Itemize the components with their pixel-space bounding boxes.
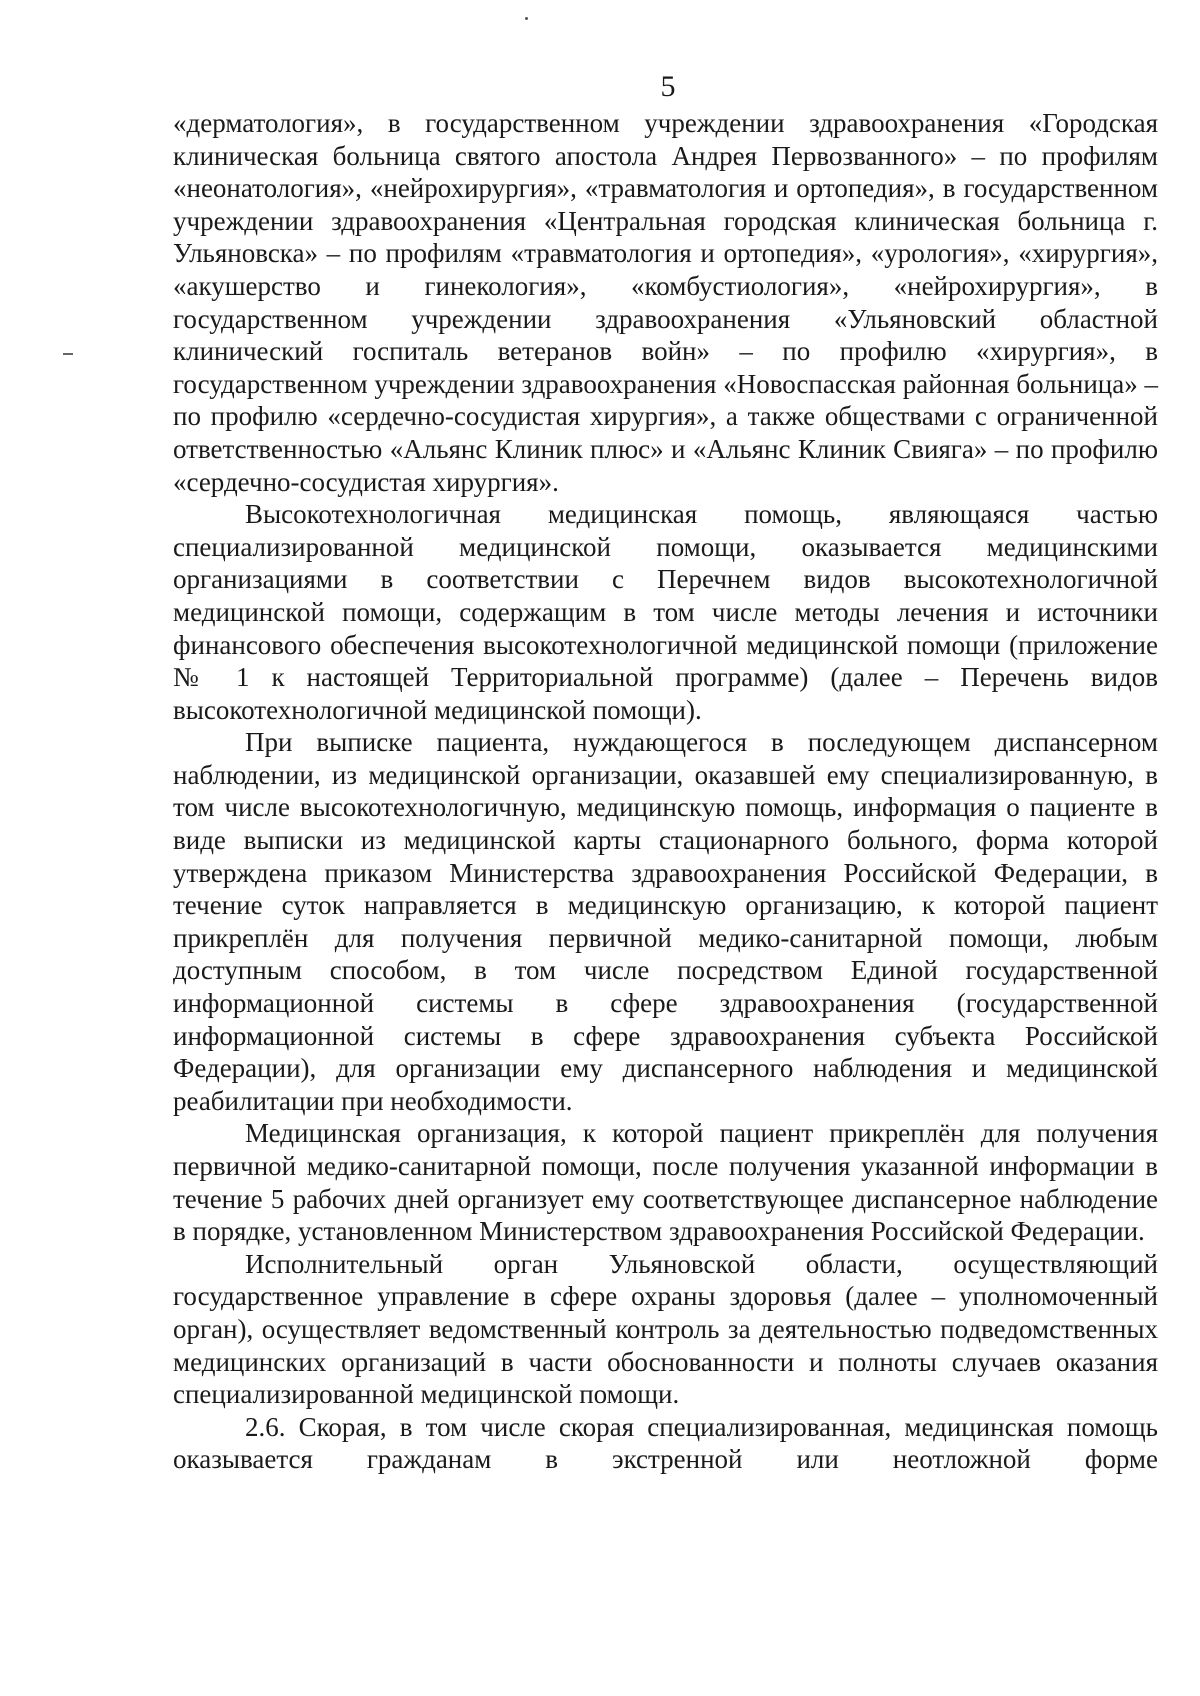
paragraph-section-2-6: 2.6. Скорая, в том числе скорая специализированная, медицинская помощь оказывается гражданам в экстренной или неотложной форме xyxy=(173,1411,1158,1475)
document-body xyxy=(173,107,1158,1476)
paragraph-dispensary-observation: Медицинская организация, к которой пациент прикреплён для получения первичной медико-санитарной помощи, после получения указанной информации в течение 5 рабочих дней организует ему соответствующее диспансерное наблюдение в порядке, установленном Министерством здравоохранения Российской Федерации. xyxy=(173,1118,1158,1247)
paragraph-patient-discharge: При выписке пациента, нуждающегося в последующем диспансерном наблюдении, из медицинской организации, оказавшей ему специализированную, в том числе высокотехнологичную, медицинскую помощь, информация о пациенте в виде выписки из медицинской карты стационарного больного, форма которой утверждена приказом Министерства здравоохранения Российской Федерации, в течение суток направляется в медицинскую организацию, к которой пациент прикреплён для получения первичной медико-санитарной помощи, любым доступным способом, в том числе посредством Единой государственной информационной системы в сфере здравоохранения (государственной информационной системы в сфере здравоохранения субъекта Российской Федерации), для организации ему диспансерного наблюдения и медицинской реабилитации при необходимости. xyxy=(173,727,1158,1116)
paragraph-authorized-body: Исполнительный орган Ульяновской области, осуществляющий государственное управление в сфере охраны здоровья (далее – уполномоченный орган), осуществляет ведомственный контроль за деятельностью подведомственных медицинских организаций в части обоснованности и полноты случаев оказания специализированной медицинской помощи. xyxy=(173,1248,1158,1410)
margin-mark xyxy=(63,353,73,355)
paragraph-continuation: «дерматология», в государственном учреждении здравоохранения «Городская клиническая больница святого апостола Андрея Первозванного» – по профилям «неонатология», «нейрохирургия», «травматология и ортопедия», в государственном учреждении здравоохранения «Центральная городская клиническая больница г. Ульяновска» – по профилям «травматология и ортопедия», «урология», «хирургия», «акушерство и гинекология», «комбустиология», «нейрохирургия», в государственном учреждении здравоохранения «Ульяновский областной клинический госпиталь ветеранов войн» – по профилю «хирургия», в государственном учреждении здравоохранения «Новоспасская районная больница» – по профилю «сердечно-сосудистая хирургия», а также обществами с ограниченной ответственностью «Альянс Клиник плюс» и «Альянс Клиник Свияга» – по профилю «сердечно-сосудистая хирургия». xyxy=(173,108,1158,497)
page-number: 5 xyxy=(660,70,676,103)
paragraph-high-tech-care: Высокотехнологичная медицинская помощь, являющаяся частью специализированной медицинской помощи, оказывается медицинскими организациями в соответствии с Перечнем видов высокотехнологичной медицинской помощи, содержащим в том числе методы лечения и источники финансового обеспечения высокотехнологичной медицинской помощи (приложение № 1 к настоящей Территориальной программе) (далее – Перечень видов высокотехнологичной медицинской помощи). xyxy=(173,499,1158,725)
scan-speck xyxy=(525,17,528,20)
